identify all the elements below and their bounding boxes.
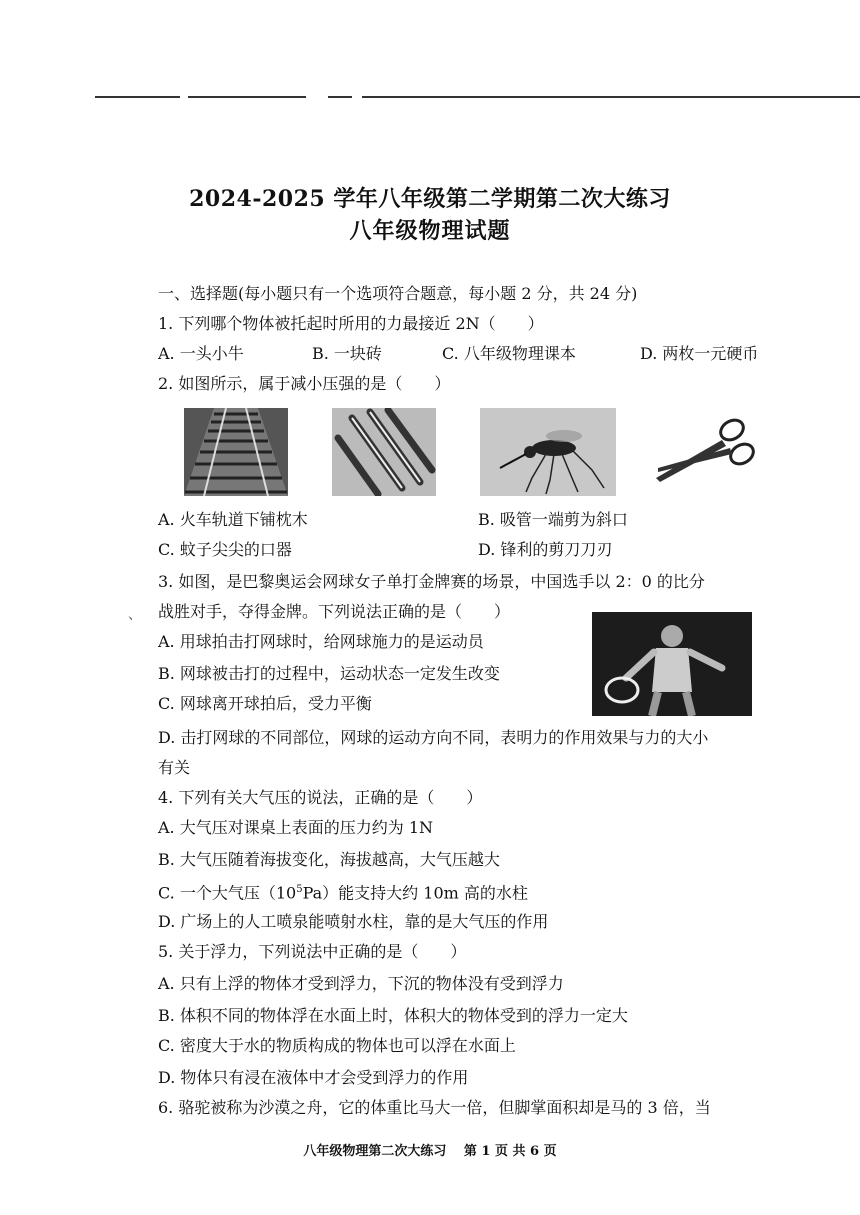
q3-option-a: A. 用球拍击打网球时，给网球施力的是运动员	[158, 632, 484, 651]
q4-option-c-post: Pa）能支持大约 10m 高的水柱	[302, 883, 528, 903]
question-5-stem: 5. 关于浮力，下列说法中正确的是（ ）	[158, 942, 467, 961]
question-3-stem-line1: 3. 如图，是巴黎奥运会网球女子单打金牌赛的场景，中国选手以 2：0 的比分	[158, 572, 705, 591]
page-footer: 八年级物理第二次大练习 第 1 页 共 6 页	[303, 1144, 557, 1159]
top-rule	[95, 96, 180, 98]
page-title: 2024-2025 学年八年级第二学期第二次大练习	[189, 186, 671, 212]
top-rule	[188, 96, 306, 98]
q5-option-a: A. 只有上浮的物体才受到浮力，下沉的物体没有受到浮力	[158, 974, 564, 993]
q1-option-d: D. 两枚一元硬币	[640, 344, 759, 363]
q4-option-c-pre: C. 一个大气压（10	[158, 883, 297, 903]
q2-option-d: D. 锋利的剪刀刀刃	[478, 540, 613, 559]
q3-option-c: C. 网球离开球拍后，受力平衡	[158, 694, 372, 713]
scan-mark: 、	[128, 607, 142, 623]
q4-option-a: A. 大气压对课桌上表面的压力约为 1N	[158, 818, 433, 837]
q3-option-d: D. 击打网球的不同部位，网球的运动方向不同，表明力的作用效果与力的大小	[158, 728, 709, 747]
railway-track-photo	[184, 408, 288, 496]
q4-option-d: D. 广场上的人工喷泉能喷射水柱，靠的是大气压的作用	[158, 912, 549, 931]
q5-option-d: D. 物体只有浸在液体中才会受到浮力的作用	[158, 1068, 469, 1087]
question-2-stem: 2. 如图所示，属于减小压强的是（ ）	[158, 374, 451, 393]
top-rule	[362, 96, 860, 98]
mosquito-photo	[480, 408, 616, 496]
q1-option-c: C. 八年级物理课本	[442, 344, 576, 363]
q3-option-d-continued: 有关	[158, 758, 191, 777]
q4-option-b: B. 大气压随着海拔变化，海拔越高，大气压越大	[158, 850, 500, 869]
q1-option-a: A. 一头小牛	[158, 344, 244, 363]
question-3-stem-line2: 战胜对手，夺得金牌。下列说法正确的是（ ）	[158, 602, 511, 621]
question-1-stem: 1. 下列哪个物体被托起时所用的力最接近 2N（ ）	[158, 314, 544, 333]
q4-option-c	[158, 880, 528, 903]
question-4-stem: 4. 下列有关大气压的说法，正确的是（ ）	[158, 788, 483, 807]
scissors-photo	[652, 408, 762, 496]
tennis-player-photo	[592, 612, 752, 716]
q5-option-c: C. 密度大于水的物质构成的物体也可以浮在水面上	[158, 1036, 516, 1055]
straws-photo	[332, 408, 436, 496]
q2-option-b: B. 吸管一端剪为斜口	[478, 510, 628, 529]
q4-option-c-exponent: 5	[296, 884, 303, 895]
q1-option-b: B. 一块砖	[312, 344, 382, 363]
q2-option-c: C. 蚊子尖尖的口器	[158, 540, 292, 559]
page-subtitle: 八年级物理试题	[349, 218, 511, 244]
q5-option-b: B. 体积不同的物体浮在水面上时，体积大的物体受到的浮力一定大	[158, 1006, 628, 1025]
q3-option-b: B. 网球被击打的过程中，运动状态一定发生改变	[158, 664, 500, 683]
top-rule	[328, 96, 352, 98]
section-heading: 一、选择题(每小题只有一个选项符合题意，每小题 2 分，共 24 分)	[158, 284, 638, 303]
question-6-stem: 6. 骆驼被称为沙漠之舟，它的体重比马大一倍，但脚掌面积却是马的 3 倍，当	[158, 1098, 711, 1117]
q2-option-a: A. 火车轨道下铺枕木	[158, 510, 308, 529]
